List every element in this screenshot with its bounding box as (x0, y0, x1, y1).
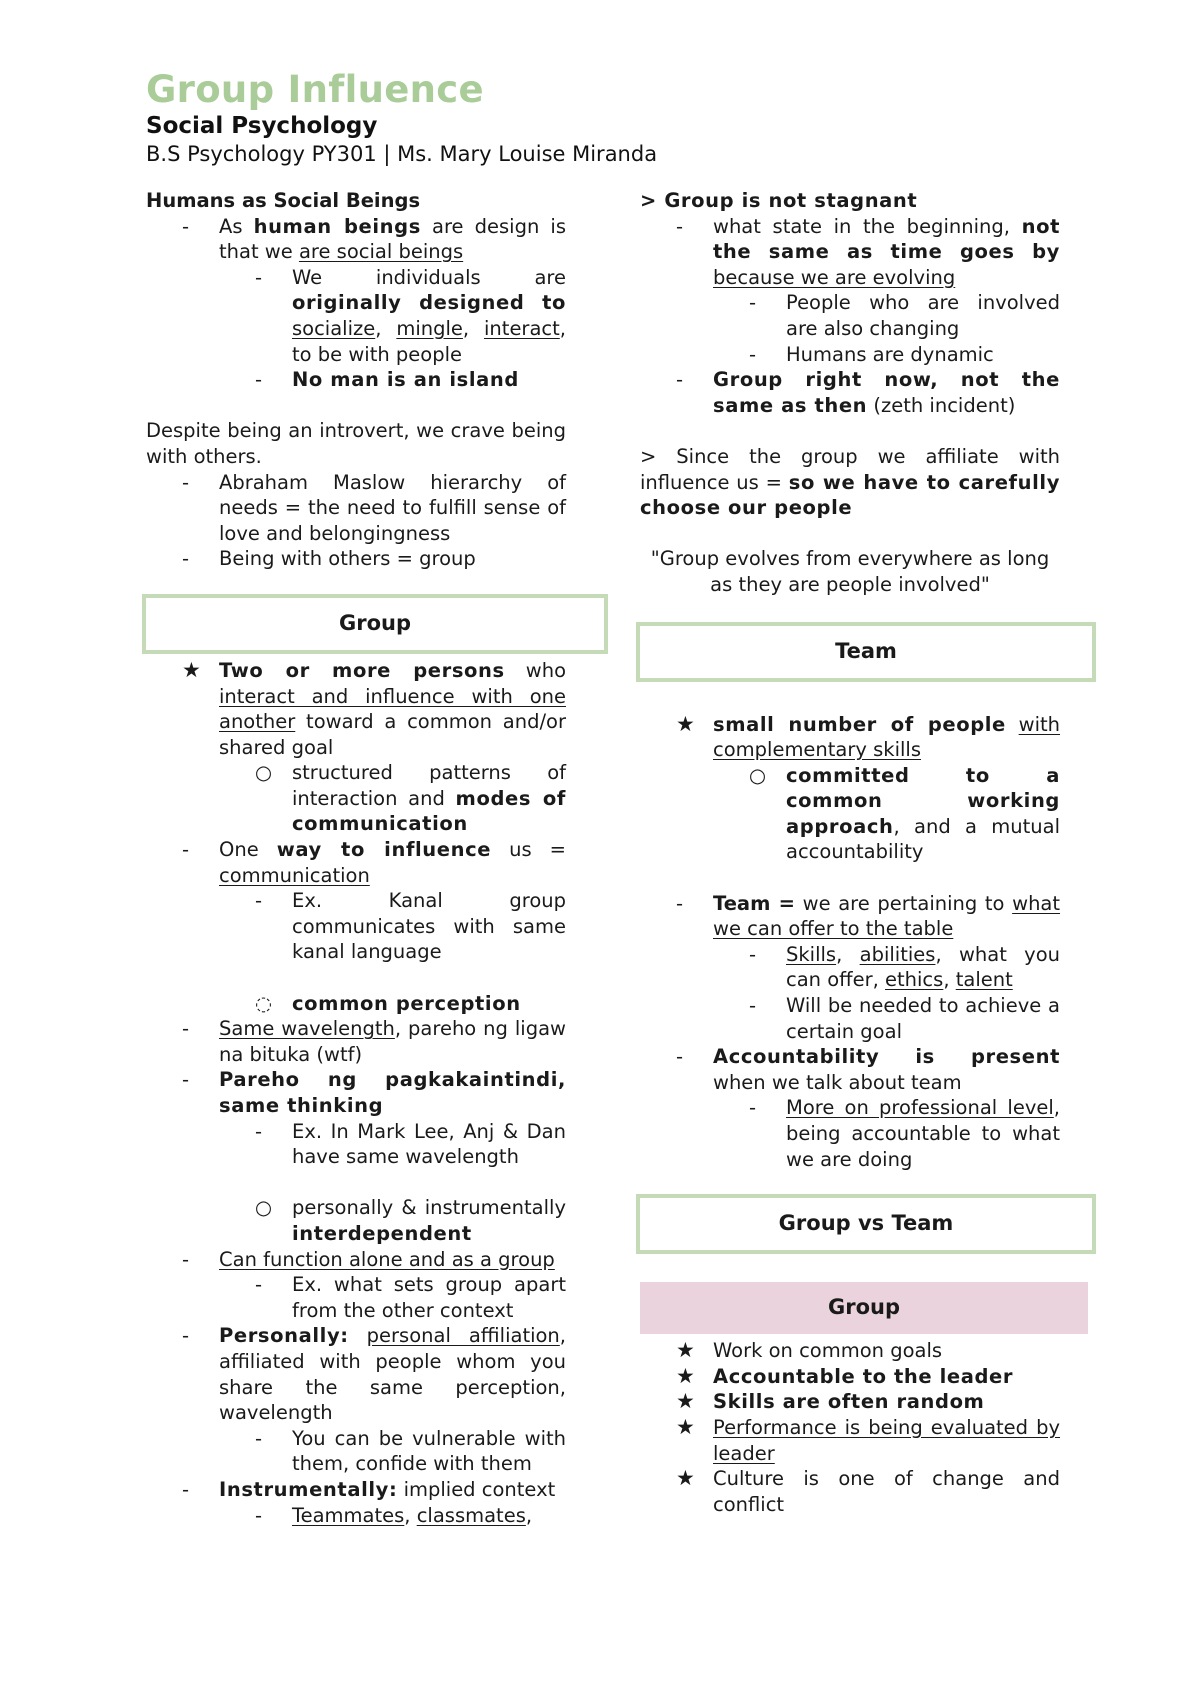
star-icon: ★ (676, 1414, 695, 1439)
introvert-paragraph: Despite being an introvert, we crave being with others. (146, 419, 566, 468)
dash-marker: - (255, 368, 263, 392)
dash-marker: - (182, 547, 190, 571)
list-item: - what state in the beginning, not the same as time goes by because we are evolving (676, 214, 1060, 289)
dash-marker: - (749, 1096, 757, 1120)
star-icon: ★ (676, 711, 695, 736)
list-item: - Teammates, classmates, (255, 1503, 533, 1527)
left-column (146, 188, 566, 1528)
list-item: - More on professional level, being accountable to what we are doing (749, 1096, 1060, 1171)
group-section-box: Group (142, 594, 608, 654)
list-item: - Abraham Maslow hierarchy of needs = the need to fulfill sense of love and belongingness (182, 470, 566, 545)
list-item: - Can function alone and as a group (182, 1247, 555, 1271)
list-item: ○ committed to a common working approach, and a mutual accountability (749, 763, 1060, 864)
list-item: ○ personally & instrumentally interdependent (255, 1196, 566, 1245)
dash-marker: - (182, 838, 190, 862)
star-icon: ★ (676, 1389, 696, 1414)
dash-marker: - (182, 214, 190, 238)
dash-marker: - (182, 1068, 190, 1092)
list-item: - Being with others = group (182, 547, 476, 571)
dash-marker: - (182, 1324, 190, 1348)
dash-marker: - (255, 265, 263, 289)
list-item: - Team = we are pertaining to what we can offer to the table (676, 891, 1061, 941)
dash-marker: - (749, 994, 757, 1018)
quote-text: "Group evolves from everywhere as long as they are people involved" (650, 547, 1050, 596)
dash-marker: - (255, 889, 263, 913)
dash-marker: - (749, 291, 757, 315)
right-column (640, 188, 1060, 1517)
list-item: - Will be needed to achieve a certain goal (749, 994, 1060, 1043)
list-item: ★ Two or more persons who interact and influence with one another toward a common and/or shared goal (182, 657, 567, 759)
dash-marker: - (676, 891, 684, 915)
dash-marker: - (182, 1477, 190, 1501)
star-icon: ★ (182, 657, 201, 682)
dotted-circle-icon: ◌ (255, 991, 273, 1015)
list-item: - Skills, abilities, what you can offer, ethics, talent (749, 942, 1061, 992)
star-icon: ★ (676, 1363, 696, 1388)
list-item: - Group right now, not the same as then (zeth incident) (676, 368, 1060, 417)
list-item: - As human beings are design is that we are social beings (182, 214, 566, 264)
group-vs-team-box: Group vs Team (636, 1194, 1096, 1254)
list-item: ★ Work on common goals (676, 1338, 943, 1363)
dash-marker: - (182, 1247, 190, 1271)
since-paragraph: > Since the group we affiliate with influence us = so we have to carefully choose our people (640, 444, 1060, 520)
list-item: - You can be vulnerable with them, confide with them (255, 1426, 566, 1476)
list-item: - People who are involved are also changing (749, 291, 1060, 340)
humans-heading: Humans as Social Beings (146, 189, 421, 212)
document-subtitle: Social Psychology (146, 113, 378, 139)
dash-marker: - (255, 1273, 263, 1297)
list-item: - Personally: personal affiliation, affiliated with people whom you share the same perception, wavelength (182, 1324, 566, 1425)
team-section-box: Team (636, 622, 1096, 682)
dash-marker: - (749, 942, 757, 966)
list-item: ★ Accountable to the leader (676, 1363, 1014, 1388)
dash-marker: - (676, 368, 684, 392)
circle-bullet-icon: ○ (749, 763, 767, 787)
circle-bullet-icon: ○ (255, 761, 273, 785)
page-header (146, 68, 657, 168)
group-pink-header: Group (640, 1282, 1088, 1334)
dash-marker: - (255, 1119, 263, 1143)
document-title: Group Influence (146, 68, 484, 111)
list-item: - One way to influence us = communication (182, 838, 567, 887)
list-item: - Ex. Kanal group communicates with same kanal language (255, 889, 566, 964)
list-item: - Same wavelength, pareho ng ligaw na bituka (wtf) (182, 1017, 566, 1066)
list-item: ★ Culture is one of change and conflict (676, 1466, 1060, 1516)
list-item: - Instrumentally: implied context (182, 1477, 556, 1501)
list-item: - No man is an island (255, 368, 519, 392)
dash-marker: - (255, 1426, 263, 1450)
star-icon: ★ (676, 1466, 695, 1491)
star-icon: ★ (676, 1338, 695, 1363)
course-info: B.S Psychology PY301 | Ms. Mary Louise Miranda (146, 142, 658, 166)
dash-marker: - (182, 470, 190, 494)
list-item: - Ex. In Mark Lee, Anj & Dan have same wavelength (255, 1119, 566, 1169)
list-item: ○ structured patterns of interaction and modes of communication (255, 761, 566, 836)
dash-marker: - (182, 1017, 190, 1041)
dash-marker: - (255, 1503, 263, 1527)
list-item: ★ Performance is being evaluated by leader (676, 1414, 1060, 1465)
stagnant-heading: > Group is not stagnant (640, 189, 918, 212)
list-item: ★ Skills are often random (676, 1389, 985, 1414)
circle-bullet-icon: ○ (255, 1196, 273, 1220)
list-item: - Accountability is present when we talk about team (676, 1045, 1060, 1094)
list-item: - Ex. what sets group apart from the other context (255, 1273, 566, 1322)
list-item: - Humans are dynamic (749, 342, 994, 366)
list-item: - Pareho ng pagkakaintindi, same thinking (182, 1068, 566, 1117)
list-item: ◌ common perception (255, 991, 521, 1015)
list-item: - We individuals are originally designed to socialize, mingle, interact, to be with people (255, 265, 566, 366)
dash-marker: - (749, 342, 757, 366)
dash-marker: - (676, 1045, 684, 1069)
dash-marker: - (676, 214, 684, 238)
list-item: ★ small number of people with complementary skills (676, 711, 1060, 762)
